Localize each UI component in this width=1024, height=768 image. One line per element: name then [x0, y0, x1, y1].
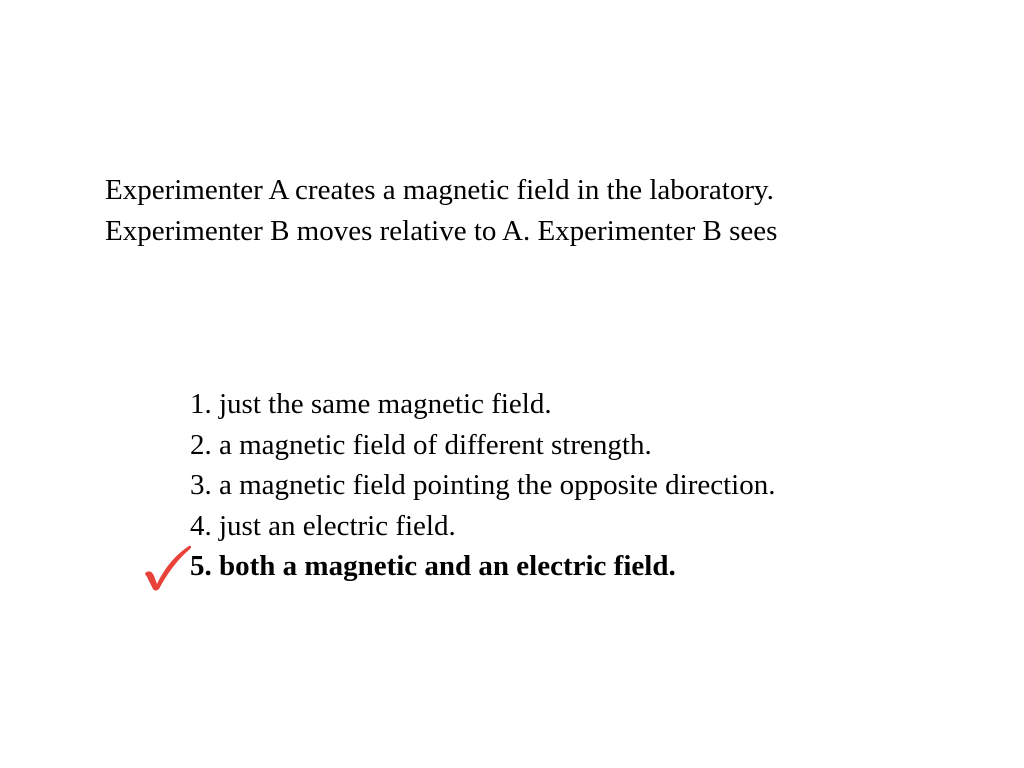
answer-option-3: 3. a magnetic field pointing the opposite direction.	[190, 469, 776, 501]
question-line-1: Experimenter A creates a magnetic field in the laboratory.	[105, 174, 774, 206]
answer-option-5-correct: 5. both a magnetic and an electric field.	[190, 550, 676, 582]
answer-option-4: 4. just an electric field.	[190, 509, 456, 542]
answer-option-2: 2. a magnetic field of different strength.	[190, 428, 652, 461]
answer-options	[190, 384, 990, 587]
question-text	[105, 170, 985, 252]
checkmark-icon	[142, 543, 192, 591]
question-line-2: Experimenter B moves relative to A. Experimenter B sees	[105, 215, 778, 247]
answer-option-1: 1. just the same magnetic field.	[190, 388, 552, 420]
